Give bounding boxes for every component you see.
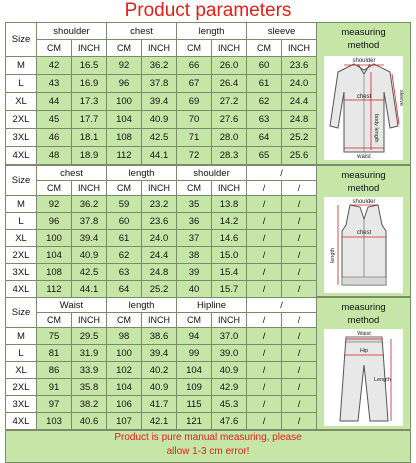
group-header: chest [107,23,177,40]
measure-cell: 45.3 [212,396,247,413]
disclaimer-line-1: Product is pure manual measuring, please [114,432,302,443]
shirt-diagram [324,56,403,160]
measure-cell: 107 [107,413,142,430]
measure-cell: 18.1 [72,129,107,147]
measure-cell: 96 [107,75,142,93]
measure-cell: 39.4 [142,345,177,362]
group-header: / [247,166,317,181]
measure-cell: 104 [37,247,72,264]
measure-cell: 104 [177,362,212,379]
unit-header: CM [177,40,212,57]
unit-header: CM [247,40,282,57]
measure-cell: 40.9 [142,111,177,129]
measure-cell: 37.8 [142,75,177,93]
measure-cell: 42 [37,57,72,75]
measure-cell: 67 [177,75,212,93]
table-row [6,75,317,93]
diagram-label: length [330,248,336,263]
unit-header: INCH [282,40,317,57]
group-header: shoulder [37,23,107,40]
measure-cell: / [282,196,317,213]
measure-cell: 59 [107,196,142,213]
unit-header: CM [177,181,212,196]
measuring-method-label: measuring method [341,170,386,194]
measure-cell: 42.5 [72,264,107,281]
measure-cell: 26.4 [212,75,247,93]
measure-cell: 39.0 [212,345,247,362]
measure-cell: 14.6 [212,230,247,247]
measure-cell: 94 [177,328,212,345]
page-title: Product parameters [124,0,292,21]
table-row [6,264,317,281]
size-cell: L [6,213,37,230]
measure-cell: / [247,396,282,413]
measure-cell: 40 [177,281,212,298]
measure-cell: 37 [177,230,212,247]
measure-cell: 65 [247,147,282,165]
measure-cell: 100 [107,345,142,362]
diagram-label: chest [356,94,372,100]
unit-header: CM [37,181,72,196]
unit-header: INCH [212,181,247,196]
measure-cell: 36.2 [72,196,107,213]
group-header: Waist [37,298,107,313]
size-header: Size [6,166,37,196]
measure-cell: 106 [107,396,142,413]
table-row [6,345,317,362]
diagram-label: shoulder [352,58,376,64]
diagram-label: Waist [357,331,371,337]
measure-cell: 70 [177,111,212,129]
measure-cell: / [247,281,282,298]
measure-cell: 92 [37,196,72,213]
measure-cell: 61 [107,230,142,247]
measuring-method-label: measuring method [341,302,386,326]
size-header: Size [6,298,37,328]
measure-cell: / [247,328,282,345]
table-row [6,247,317,264]
table-row [6,147,317,165]
size-cell: L [6,345,37,362]
measure-cell: 62 [107,247,142,264]
diagram-label: Length [374,377,391,383]
unit-header: CM [37,40,72,57]
size-header: Size [6,23,37,57]
measure-cell: 25.2 [142,281,177,298]
size-table-vest [5,165,317,298]
group-header: Hipline [177,298,247,313]
diagram-label: sleeve [398,90,404,106]
measure-cell: 13.8 [212,196,247,213]
measure-cell: 91 [37,379,72,396]
measure-cell: 29.5 [72,328,107,345]
unit-header: / [247,313,282,328]
measure-cell: 35.8 [72,379,107,396]
size-cell: 4XL [6,281,37,298]
measure-cell: 42.1 [142,413,177,430]
measure-cell: 104 [107,379,142,396]
table-row [6,396,317,413]
diagram-label: body length [373,114,379,143]
measure-cell: / [282,413,317,430]
measure-cell: 45 [37,111,72,129]
measure-cell: 40.2 [142,362,177,379]
measure-cell: 115 [177,396,212,413]
measure-cell: 40.9 [142,379,177,396]
measure-cell: 36 [177,213,212,230]
measure-cell: 64 [247,129,282,147]
unit-header: INCH [72,181,107,196]
measure-cell: 102 [107,362,142,379]
measuring-method-pants [316,297,411,430]
unit-header: INCH [142,40,177,57]
table-row [6,328,317,345]
measure-cell: 108 [107,129,142,147]
measure-cell: / [282,264,317,281]
measure-cell: 38.6 [142,328,177,345]
size-cell: XL [6,93,37,111]
unit-header: CM [107,313,142,328]
measure-cell: 60 [247,57,282,75]
measure-cell: 38 [177,247,212,264]
measure-cell: 23.2 [142,196,177,213]
measure-cell: 40.9 [212,362,247,379]
measure-cell: 61 [247,75,282,93]
measure-cell: 40.6 [72,413,107,430]
measure-cell: 27.6 [212,111,247,129]
table-row [6,129,317,147]
measure-cell: / [282,281,317,298]
measure-cell: 33.9 [72,362,107,379]
group-header: / [247,298,317,313]
measure-cell: 98 [107,328,142,345]
table-row [6,111,317,129]
table-row [6,57,317,75]
measure-cell: / [247,247,282,264]
measure-cell: 23.6 [142,213,177,230]
measure-cell: 121 [177,413,212,430]
size-cell: 4XL [6,413,37,430]
measure-cell: 17.3 [72,93,107,111]
measure-cell: 24.4 [142,247,177,264]
measure-cell: 47.6 [212,413,247,430]
measure-cell: / [247,362,282,379]
measure-cell: 18.9 [72,147,107,165]
table-row [6,213,317,230]
size-cell: M [6,57,37,75]
measure-cell: 38.2 [72,396,107,413]
measure-cell: 44.1 [142,147,177,165]
size-cell: M [6,328,37,345]
measure-cell: 24.4 [282,93,317,111]
measure-cell: / [282,328,317,345]
measure-cell: 25.6 [282,147,317,165]
table-row [6,379,317,396]
size-table-shirt [5,22,317,165]
measure-cell: 31.9 [72,345,107,362]
unit-header: INCH [142,313,177,328]
unit-header: / [282,313,317,328]
measure-cell: 37.8 [72,213,107,230]
measure-cell: 44 [37,93,72,111]
measure-cell: 28.3 [212,147,247,165]
measure-cell: 86 [37,362,72,379]
measure-cell: 14.2 [212,213,247,230]
table-row [6,230,317,247]
measure-cell: 41.7 [142,396,177,413]
group-header: length [177,23,247,40]
table-row [6,413,317,430]
measure-cell: 109 [177,379,212,396]
measure-cell: 24.0 [282,75,317,93]
measure-cell: 43 [37,75,72,93]
measure-cell: 23.6 [282,57,317,75]
unit-header: CM [107,40,142,57]
size-cell: L [6,75,37,93]
table-row [6,196,317,213]
measure-cell: 36.2 [142,57,177,75]
measure-cell: / [247,379,282,396]
measure-cell: 24.0 [142,230,177,247]
measure-cell: 66 [177,57,212,75]
measure-cell: 71 [177,129,212,147]
measure-cell: 92 [107,57,142,75]
measure-cell: / [282,213,317,230]
measure-cell: 39.4 [72,230,107,247]
measure-cell: 100 [37,230,72,247]
measure-cell: / [247,230,282,247]
group-header: shoulder [177,166,247,181]
measure-cell: 39.4 [142,93,177,111]
measure-cell: 69 [177,93,212,111]
measure-cell: / [247,264,282,281]
measurement-disclaimer [5,430,411,463]
vest-diagram [324,197,403,293]
size-cell: 3XL [6,396,37,413]
unit-header: INCH [142,181,177,196]
size-table-pants [5,297,317,430]
size-cell: 3XL [6,264,37,281]
measure-cell: / [282,247,317,264]
unit-header: INCH [72,40,107,57]
measure-cell: 15.4 [212,264,247,281]
measure-cell: 15.0 [212,247,247,264]
measure-cell: 16.5 [72,57,107,75]
measure-cell: 97 [37,396,72,413]
size-cell: XL [6,362,37,379]
measure-cell: 63 [247,111,282,129]
measure-cell: 99 [177,345,212,362]
size-cell: 4XL [6,147,37,165]
size-section-vest [5,165,411,297]
measure-cell: / [282,345,317,362]
measure-cell: / [282,362,317,379]
size-cell: XL [6,230,37,247]
disclaimer-line-2: allow 1-3 cm error! [166,446,250,457]
measure-cell: 37.0 [212,328,247,345]
unit-header: / [282,181,317,196]
measure-cell: 108 [37,264,72,281]
unit-header: CM [37,313,72,328]
measure-cell: 72 [177,147,212,165]
size-cell: 2XL [6,111,37,129]
measure-cell: / [282,230,317,247]
size-section-pants [5,297,411,430]
measure-cell: 103 [37,413,72,430]
size-cell: 2XL [6,379,37,396]
size-cell: 2XL [6,247,37,264]
measure-cell: 112 [37,281,72,298]
measure-cell: / [247,196,282,213]
size-cell: M [6,196,37,213]
unit-header: INCH [212,313,247,328]
measure-cell: 42.9 [212,379,247,396]
unit-header: INCH [72,313,107,328]
measure-cell: 16.9 [72,75,107,93]
table-row [6,93,317,111]
group-header: length [107,166,177,181]
measure-cell: 44.1 [72,281,107,298]
unit-header: CM [107,181,142,196]
measure-cell: / [282,379,317,396]
measure-cell: 112 [107,147,142,165]
measure-cell: 100 [107,93,142,111]
unit-header: INCH [212,40,247,57]
measure-cell: 48 [37,147,72,165]
diagram-label: shoulder [352,199,376,205]
measure-cell: 24.8 [142,264,177,281]
measure-cell: / [247,413,282,430]
group-header: chest [37,166,107,181]
table-row [6,362,317,379]
diagram-label: Hip [359,348,369,354]
measure-cell: 46 [37,129,72,147]
measure-cell: 96 [37,213,72,230]
measure-cell: 64 [107,281,142,298]
measure-cell: 40.9 [72,247,107,264]
measure-cell: 15.7 [212,281,247,298]
measuring-method-vest [316,165,411,297]
measure-cell: / [247,213,282,230]
measure-cell: 35 [177,196,212,213]
measure-cell: 60 [107,213,142,230]
group-header: sleeve [247,23,317,40]
size-section-shirt [5,22,411,165]
table-row [6,281,317,298]
measure-cell: 75 [37,328,72,345]
measure-cell: 63 [107,264,142,281]
measuring-method-label: measuring method [341,27,386,51]
measure-cell: 27.2 [212,93,247,111]
measure-cell: / [247,345,282,362]
measure-cell: 42.5 [142,129,177,147]
size-cell: 3XL [6,129,37,147]
measure-cell: 28.0 [212,129,247,147]
measure-cell: 62 [247,93,282,111]
measure-cell: 81 [37,345,72,362]
measuring-method-shirt [316,22,411,165]
diagram-label: chest [356,230,372,236]
group-header: length [107,298,177,313]
measure-cell: 104 [107,111,142,129]
measure-cell: / [282,396,317,413]
measure-cell: 17.7 [72,111,107,129]
measure-cell: 26.0 [212,57,247,75]
measure-cell: 39 [177,264,212,281]
unit-header: / [247,181,282,196]
diagram-label: waist [357,154,371,160]
unit-header: CM [177,313,212,328]
measure-cell: 24.8 [282,111,317,129]
pants-diagram [324,329,403,426]
measure-cell: 25.2 [282,129,317,147]
